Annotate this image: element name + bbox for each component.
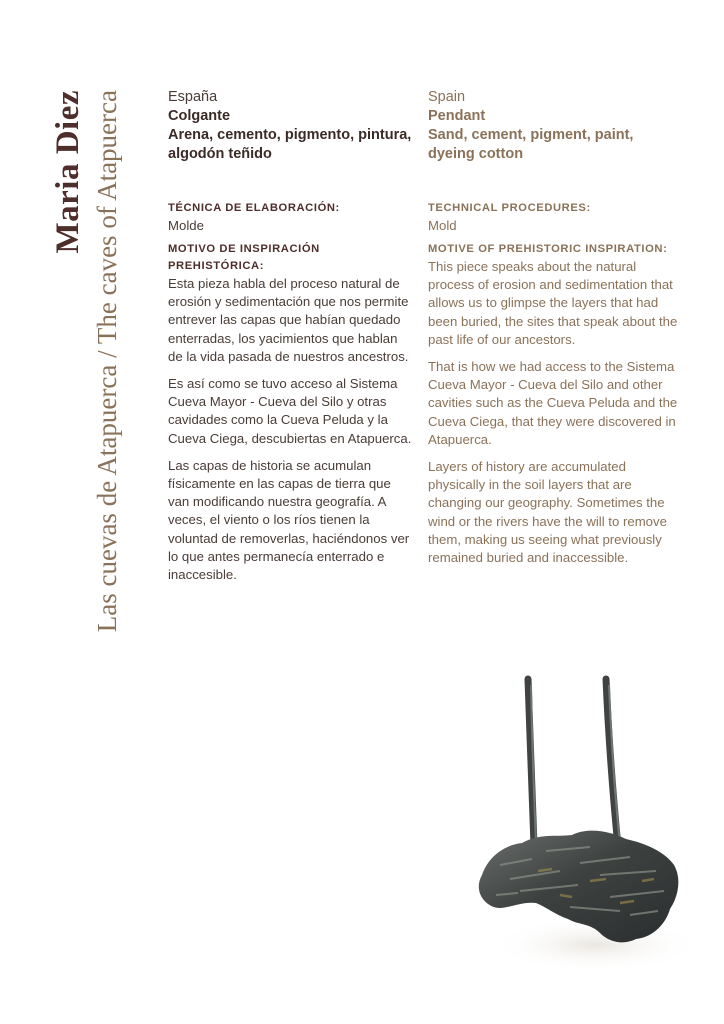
technique-heading-en: TECHNICAL PROCEDURES:: [428, 202, 591, 214]
vertical-title-block: [48, 90, 128, 760]
exhibition-title: Las cuevas de Atapuerca / The caves of Atapuerca: [92, 90, 122, 633]
pendant-photo: [460, 675, 700, 975]
materials-es: Arena, cemento, pigmento, pintura, algodón teñido: [168, 127, 412, 162]
piece-type-es: Colgante: [168, 108, 231, 124]
paragraph-es-3: Las capas de historia se acumulan físicamente en las capas de tierra que van modificando nuestra geografía. A veces, el viento o los ríos tienen la voluntad de removerlas, haciéndonos ver lo que antes permanecía enterrado e inaccesible.: [168, 457, 410, 583]
technique-es: Molde: [168, 218, 204, 233]
artist-name: Maria Diez: [50, 90, 86, 254]
technique-en: Mold: [428, 218, 457, 233]
cord-right: [606, 679, 618, 847]
paragraph-en-1: This piece speaks about the natural process of erosion and sedimentation that allows us to glimpse the layers that had been buried, the sites that speak about the past life of our ancestors.: [428, 259, 678, 347]
vertical-title-rotated: [48, 90, 128, 760]
piece-type-en: Pendant: [428, 108, 486, 124]
inspiration-heading-en: MOTIVE OF PREHISTORIC INSPIRATION:: [428, 243, 668, 255]
materials-en: Sand, cement, pigment, paint, dyeing cotton: [428, 127, 634, 162]
country-en: Spain: [428, 89, 466, 105]
spanish-column: [168, 88, 413, 593]
country-es: España: [168, 89, 218, 105]
paragraph-en-2: That is how we had access to the Sistema Cueva Mayor - Cueva del Silo and other cavities such as the Cueva Peluda and the Cueva Ciega, that they were discovered in Atapuerca.: [428, 359, 678, 447]
paragraph-es-1: Esta pieza habla del proceso natural de erosión y sedimentación que nos permite entrever las capas que habían quedado enterradas, los yacimientos que hablan de la vida pasada de nuestros ancestros.: [168, 276, 409, 364]
paragraph-es-2: Es así como se tuvo acceso al Sistema Cueva Mayor - Cueva del Silo y otras cavidades como la Cueva Peluda y la Cueva Ciega, descubiertas en Atapuerca.: [168, 376, 412, 446]
technique-heading-es: TÉCNICA DE ELABORACIÓN:: [168, 202, 340, 214]
paragraph-en-3: Layers of history are accumulated physically in the soil layers that are changing our geography. Sometimes the wind or the rivers have the will to remove them, making us seeing what previously remained buried and inaccessible.: [428, 459, 667, 566]
inspiration-heading-es: MOTIVO DE INSPIRACIÓN PREHISTÓRICA:: [168, 243, 320, 272]
english-column: [428, 88, 678, 576]
